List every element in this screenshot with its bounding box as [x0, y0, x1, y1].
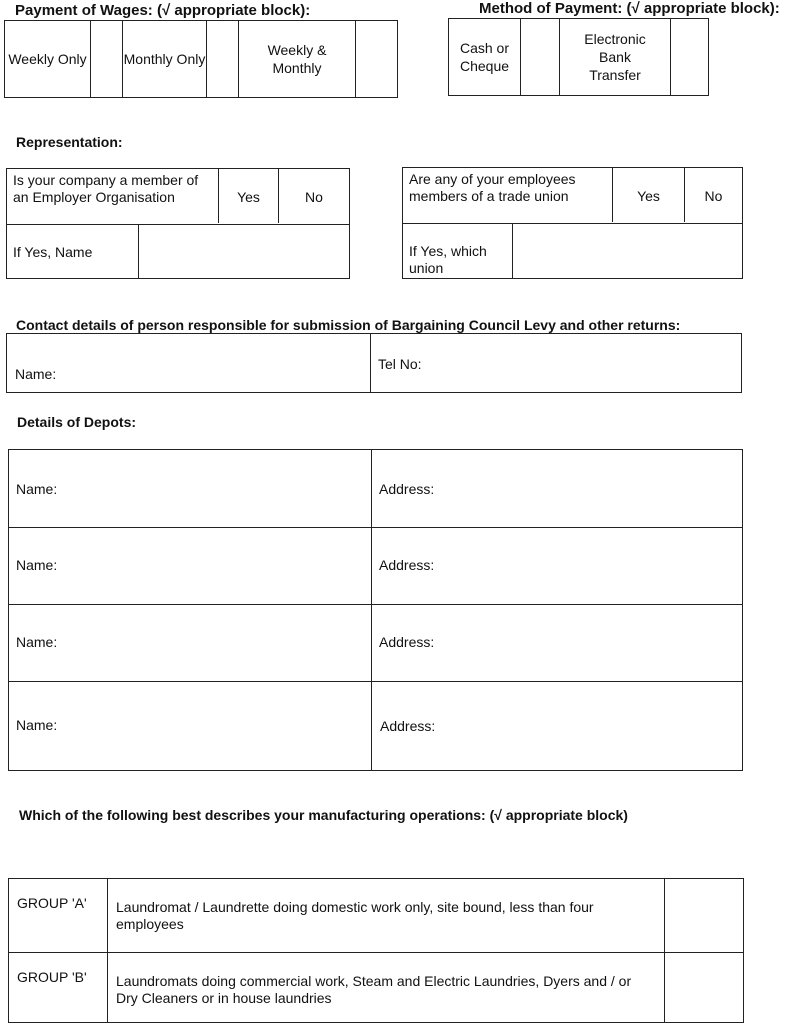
representation-heading: Representation:: [16, 134, 123, 150]
depot-1-address-field[interactable]: [372, 450, 742, 527]
group-a-checkbox[interactable]: [665, 879, 743, 952]
trade-union-question: Are any of your employees members of a trade union: [409, 171, 576, 204]
wages-table: [4, 20, 398, 98]
method-electronic-transfer-checkbox[interactable]: [671, 19, 708, 95]
group-b-checkbox[interactable]: [665, 953, 743, 1022]
depot-2-name-field[interactable]: [9, 528, 371, 604]
employer-org-no[interactable]: No: [305, 188, 323, 205]
depot-3-address-label: Address:: [379, 634, 435, 650]
depot-1-name-field[interactable]: [9, 450, 371, 527]
wages-heading: Payment of Wages: (√ appropriate block):: [15, 2, 311, 19]
depot-2-address-field[interactable]: [372, 528, 742, 604]
depot-4-name-label: Name:: [16, 717, 58, 733]
depot-3-address-field[interactable]: [372, 605, 742, 681]
contact-table: [6, 333, 742, 393]
depot-2-name-label: Name:: [16, 557, 58, 573]
depots-table: [8, 449, 743, 771]
depot-2-address-label: Address:: [379, 557, 435, 573]
method-option-cash-cheque: Cash or Cheque: [459, 40, 510, 74]
group-b-description: Laundromats doing commercial work, Steam and Electric Laundries, Dyers and / or Dry Cleaners or in house laundries: [116, 973, 632, 1006]
group-a-description: Laundromat / Laundrette doing domestic work only, site bound, less than four employees: [116, 899, 594, 932]
employer-org-name-field[interactable]: [139, 225, 349, 278]
contact-name-label: Name:: [15, 366, 57, 382]
contact-name-field[interactable]: [7, 334, 370, 392]
manufacturing-heading: Which of the following best describes your manufacturing operations: (√ appropriate block): [19, 807, 628, 823]
depot-4-address-label: Address:: [380, 718, 436, 734]
trade-union-yes[interactable]: Yes: [637, 187, 660, 204]
method-cash-cheque-checkbox[interactable]: [521, 19, 559, 95]
depot-1-name-label: Name:: [16, 481, 58, 497]
trade-union-no[interactable]: No: [704, 187, 723, 204]
wages-weekly-monthly-checkbox[interactable]: [356, 21, 397, 97]
wages-monthly-only-checkbox[interactable]: [207, 21, 238, 97]
contact-heading: Contact details of person responsible for submission of Bargaining Council Levy and other returns:: [16, 317, 681, 333]
method-table: [448, 18, 709, 96]
depot-1-address-label: Address:: [379, 481, 435, 497]
group-b-label: GROUP 'B': [17, 969, 87, 985]
contact-tel-label: Tel No:: [378, 356, 422, 372]
depot-3-name-label: Name:: [16, 634, 58, 650]
employer-org-question: Is your company a member of an Employer Organisation: [13, 172, 199, 205]
depots-heading: Details of Depots:: [17, 414, 137, 430]
trade-union-name-field[interactable]: [513, 224, 742, 278]
trade-union-table: [402, 167, 743, 279]
wages-option-weekly-monthly: Weekly & Monthly: [267, 42, 327, 76]
employer-org-yes[interactable]: Yes: [237, 188, 260, 205]
wages-option-monthly-only: Monthly Only: [123, 51, 206, 67]
employer-org-name-label: If Yes, Name: [13, 244, 93, 260]
contact-tel-field[interactable]: [371, 334, 741, 392]
wages-weekly-only-checkbox[interactable]: [91, 21, 122, 97]
trade-union-name-label: If Yes, which union: [409, 243, 487, 276]
depot-4-address-field[interactable]: [372, 682, 742, 770]
wages-option-weekly-only: Weekly Only: [8, 51, 87, 67]
method-option-electronic-transfer: Electronic Bank Transfer: [584, 31, 646, 83]
depot-4-name-field[interactable]: [9, 682, 371, 770]
group-a-label: GROUP 'A': [17, 895, 87, 911]
manufacturing-table: [8, 878, 744, 1023]
depot-3-name-field[interactable]: [9, 605, 371, 681]
employer-org-table: [6, 168, 350, 279]
method-heading: Method of Payment: (√ appropriate block):: [479, 0, 780, 17]
